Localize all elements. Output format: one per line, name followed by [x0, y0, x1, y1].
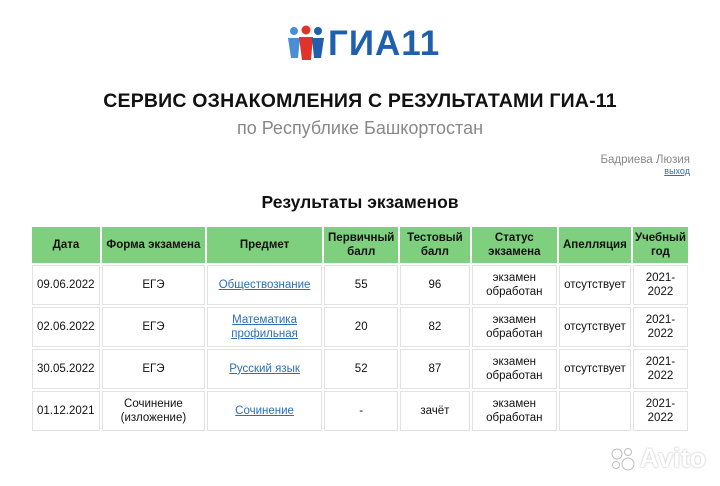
subject-link[interactable]: Сочинение — [235, 404, 294, 417]
cell-status: экзамен обработан — [472, 391, 557, 431]
cell-form: ЕГЭ — [102, 349, 205, 389]
cell-status: экзамен обработан — [472, 307, 557, 347]
column-header-test-score: Тестовый балл — [400, 227, 470, 263]
cell-appeal: отсутствует — [559, 265, 631, 305]
table-row — [32, 307, 688, 347]
column-header-status: Статус экзамена — [472, 227, 557, 263]
cell-appeal: отсутствует — [559, 307, 631, 347]
cell-date: 02.06.2022 — [32, 307, 100, 347]
cell-primary-score: 20 — [324, 307, 398, 347]
column-header-school-year: Учебный год — [633, 227, 688, 263]
subject-link[interactable]: Русский язык — [229, 362, 300, 375]
cell-primary-score: - — [324, 391, 398, 431]
cell-subject — [207, 307, 322, 347]
logout-link[interactable]: выход — [664, 166, 690, 176]
cell-subject — [207, 265, 322, 305]
cell-subject — [207, 349, 322, 389]
cell-test-score: зачёт — [400, 391, 470, 431]
cell-primary-score: 55 — [324, 265, 398, 305]
cell-school-year: 2021-2022 — [633, 307, 688, 347]
avito-dots-icon — [607, 444, 637, 474]
results-table — [30, 225, 690, 433]
cell-date: 09.06.2022 — [32, 265, 100, 305]
cell-subject — [207, 391, 322, 431]
avito-watermark — [607, 443, 707, 474]
user-name: Бадриева Люзия — [600, 154, 690, 166]
cell-date: 30.05.2022 — [32, 349, 100, 389]
cell-school-year: 2021-2022 — [633, 349, 688, 389]
section-title: Результаты экзаменов — [261, 192, 459, 212]
cell-primary-score: 52 — [324, 349, 398, 389]
subject-link[interactable]: Математика профильная — [231, 313, 298, 340]
cell-test-score: 87 — [400, 349, 470, 389]
cell-status: экзамен обработан — [472, 265, 557, 305]
page-subtitle: по Республике Башкортостан — [236, 118, 484, 138]
column-header-date: Дата — [32, 227, 100, 263]
gia-figures-icon — [286, 24, 326, 64]
cell-status: экзамен обработан — [472, 349, 557, 389]
cell-appeal — [559, 391, 631, 431]
cell-form: Сочинение (изложение) — [102, 391, 205, 431]
logo-text: ГИА11 — [328, 24, 441, 63]
cell-appeal: отсутствует — [559, 349, 631, 389]
table-header-row — [32, 227, 688, 263]
cell-form: ЕГЭ — [102, 307, 205, 347]
gia11-logo — [286, 22, 440, 66]
page-title: СЕРВИС ОЗНАКОМЛЕНИЯ С РЕЗУЛЬТАТАМИ ГИА-11 — [103, 90, 617, 112]
avito-text: Avito — [639, 443, 706, 473]
cell-test-score: 96 — [400, 265, 470, 305]
cell-school-year: 2021-2022 — [633, 391, 688, 431]
table-row — [32, 265, 688, 305]
column-header-primary-score: Первичный балл — [324, 227, 398, 263]
table-row — [32, 349, 688, 389]
cell-date: 01.12.2021 — [32, 391, 100, 431]
cell-test-score: 82 — [400, 307, 470, 347]
subject-link[interactable]: Обществознание — [218, 278, 311, 291]
column-header-subject: Предмет — [207, 227, 322, 263]
cell-school-year: 2021-2022 — [633, 265, 688, 305]
table-row — [32, 391, 688, 431]
column-header-appeal: Апелляция — [559, 227, 631, 263]
cell-form: ЕГЭ — [102, 265, 205, 305]
column-header-form: Форма экзамена — [102, 227, 205, 263]
